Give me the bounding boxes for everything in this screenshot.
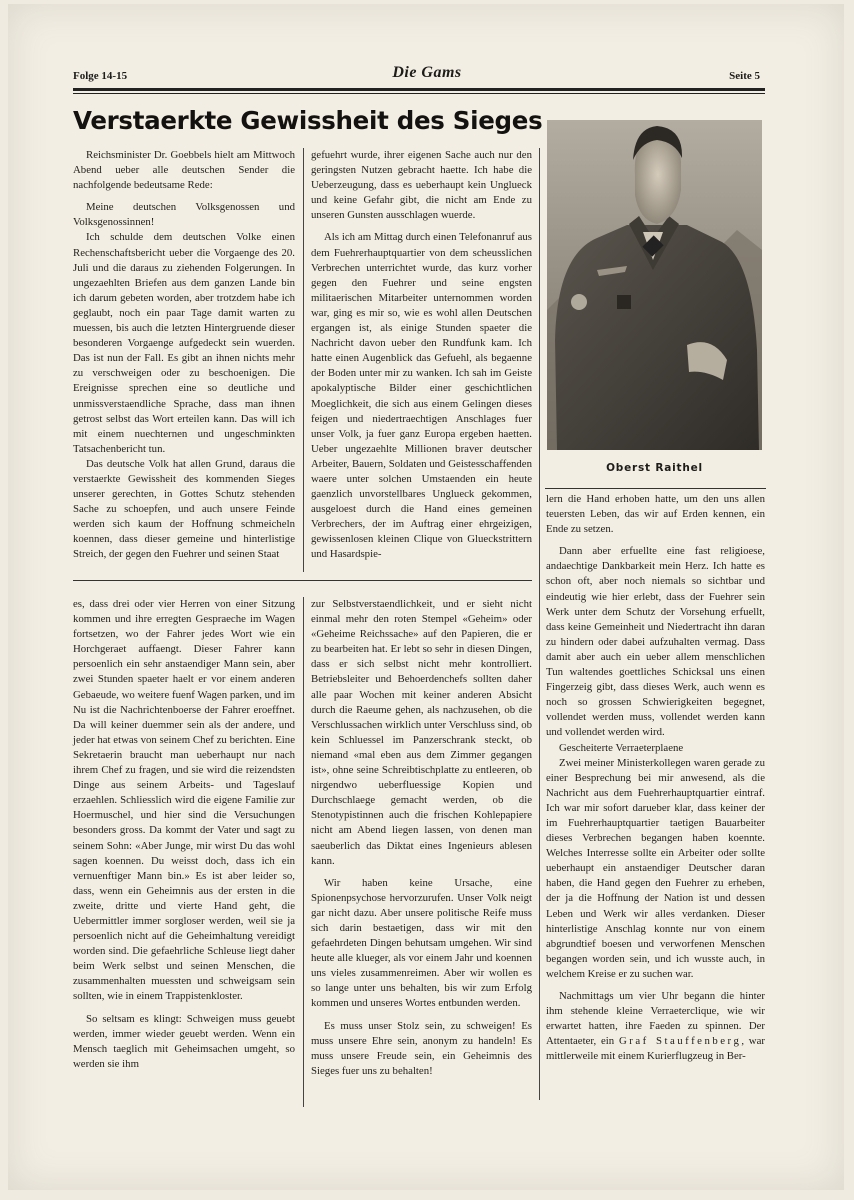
emphasized-name: Graf Stauffenberg [618,1035,742,1048]
paragraph: es, dass drei oder vier Herren von einer Sitzung kommen und ihre erregten Gespraeche im Wagen fortsetzen, wo der Fahrer jedes Wort wie ein Horchgeraet auffaengt. Dieser Fahrer kann persoenlich ein sehr anstaendiger Mann sein, aber zwei Stunden spaeter haelt er vor einem anderen Gebaeude, wo weitere fuenf Wagen parken, und im Nu ist die Nachrichtenboerse der Fahrer eroeffnet. Da will keiner duemmer sein als der andere, und jeder hat etwas von seinem Chef zu berichten. Eine Sekretaerin braucht man ueberhaupt nur nach ihrem Chef zu fragen, und sie wird die reizendsten Dinge aus seinem Arbeits- und Tageslauf erzaehlen. Schliesslich wird die eigene Familie zur Hoermuschel, und hier sind die Versuchungen besonders gross. Da kommt der Vater und sagt zu seinem Sohn: «Aber Junge, mir wirst Du das wohl sagen koennen. Du weisst doch, dass ich ein vernuenftiger Mann bin.» Es ist aber leider so, dass, wenn ein Geheimnis aus der ersten in die zweite, dritte und vierte Hand geht, die Uebermittler immer sorgloser werden, weil sie ja persoenlich nicht auf die Geheimhaltung vereidigt worden sind. Die gefaehrliche Schleuse liegt daher beim Werk selbst und seinen Menschen, die zusammenhalten muessten und schweigsam sein sollten, wie in einem Trappistenkloster. [73,598,295,1003]
upper-column-2 [311,148,532,563]
section-divider [73,580,532,581]
paragraph-text: Nachmittags um vier Uhr begann die hinter ihm stehende kleine Verraeterclique, wie wir erwartet hatten, ihre Faeden zu spinnen. Der Attentaeter, ein [546,990,765,1048]
paragraph-text: , war mittlerweile mit einem Kurierflugzeug in Ber- [546,1035,765,1063]
masthead-title: Die Gams [392,64,462,81]
column-divider [539,148,540,1100]
column-divider [303,597,304,1107]
paragraph: Es muss unser Stolz sein, zu schweigen! Es muss unsere Ehre sein, anonym zu handeln! Es muss unsere Freude sein, ein Geheimnis des Sieges fuer uns zu behalten! [311,1019,532,1077]
right-column [546,492,765,1064]
paragraph: Ich schulde dem deutschen Volke einen Rechenschaftsbericht ueber die Vorgaenge des 20. Juli und die daraus zu ziehenden Folgerungen. In ungezaehlten Briefen aus dem ganzen Lande bin ich darum gebeten worden, aber trotzdem habe ich geglaubt, noch ein paar Tage damit warten zu muessen, bis auch die letzten Hintergruende dieser besonderen Vorgaenge aufgedeckt sein wuerden. Das ist nun der Fall. Es gibt an ihnen nichts mehr zu verschweigen oder zu beschoenigen. Die Ereignisse sprechen eine so deutliche und unmissverstaendliche Sprache, dass man ihnen getrost selbst das Wort erteilen kann. Das will ich mit einem nuechternen und ungeschminkten Tatsachenbericht tun. [73,231,295,455]
column-divider [303,148,304,572]
lower-column-2 [311,597,532,1079]
portrait-photo-image [547,120,762,450]
paragraph: Als ich am Mittag durch einen Telefonanruf aus dem Fuehrerhauptquartier von dem scheusslichen Verbrechen unterrichtet wurde, das kurz vorher gegen den Fuehrer und seine engsten militaerischen Mitarbeiter unternommen worden war, ging es mir so, wie es wohl allen Deutschen ergangen ist, als einige Stunden spaeter die Nachricht davon ueber den Rundfunk kam. Ich hatte einen Augenblick das Gefuehl, als begaenne der Boden unter mir zu wanken. Ich sah im Geiste apokalyptische Bilder einer geschichtlichen Moeglichkeit, die sich aus einem Gelingen dieses feigen und niedertraechtigen Anschlages fuer unser Volk, ja fuer ganz Europa ergeben haetten. Ueber ungezaehlte Millionen braver deutscher Arbeiter, Bauern, Soldaten und Geistesschaffenden waere unter solchen Umstaenden ein heute gaenzlich unvorstellbares Unglueck gekommen, ausgeloest durch die Hand eines gemeinen Verbrechers, der im Auftrag einer ehrgeizigen, gewissenlosen kleinen Clique von Glueckstrittern und Hasardspie- [311,231,532,561]
paragraph: So seltsam es klingt: Schweigen muss geuebt werden, immer wieder geuebt werden. Wenn ein Mensch taeglich mit Geheimsachen umgeht, so werden sie ihm [73,1012,295,1070]
header-rule-thick [73,88,765,91]
paragraph: Meine deutschen Volksgenossen und Volksgenossinnen! [73,201,295,229]
upper-column-1 [73,148,295,563]
header-rule-thin [73,93,765,94]
lower-column-1 [73,597,295,1072]
paragraph: Wir haben keine Ursache, eine Spionenpsychose hervorzurufen. Unser Volk neigt gar nicht dazu. Aber unsere politische Reife muss sich darin bestaetigen, dass wir mit den gefaehrdeten Dingen behutsam umgehen. Wir sind heute alle klueger, als vor einem Jahr und koennen uns vieles zusammenreimen. Aber wir wollen es so lange unter uns behalten, bis wir zum Erfolg kommen und unseres Wortes entbunden werden. [311,876,532,1010]
photo-caption: Oberst Raithel [606,462,703,474]
caption-rule [545,488,766,489]
page-number: Seite 5 [729,70,760,82]
paragraph: Zwei meiner Ministerkollegen waren gerade zu einer Besprechung bei mir anwesend, als die Nachricht aus dem Fuehrerhauptquartier eintraf. Ich war mir sofort darueber klar, dass keiner der im Fuehrerhauptquartier taetigen Bauarbeiter dieses Verbrechen begangen haben koennte. Welches Interresse sollte ein Arbeiter oder sollte ueberhaupt ein anstaendiger Deutscher daran haben, die Hand gegen den Fuehrer zu erheben, der ja die Hoffnung der Nation ist und dessen Leben und Werk wir alles verdanken. Dieser hinterlistige Anschlag konnte nur von einem abgrundtief boesen und verworfenen Menschen begangen worden sein, und ich wusste auch, in welchem Kreise er zu suchen war. [546,756,765,980]
article-headline: Verstaerkte Gewissheit des Sieges [73,106,543,135]
paragraph: zur Selbstverstaendlichkeit, und er sieht nicht einmal mehr den roten Stempel «Geheim» oder «Geheime Reichssache» auf den Papieren, die er zu bearbeiten hat. Er lebt so sehr in diesen Dingen, dass er sich selbst nicht mehr kontrolliert. Betriebsleiter und Behoerdenchefs sollten daher alle paar Wochen mit keiner anderen Absicht durch die Raeume gehen, als nachzusehen, ob die Verschlussachen wirklich unter Verschluss sind, ob kein Schluessel im Panzerschrank steckt, ob niemand «mal eben aus dem Zimmer gegangen ist», ohne seine Schreibtischplatte zu entleeren, ob nirgendwo ueberfluessige Kopien und Durchschlaege gemacht werden, ob die Stenotypistinnen auch die frischen Kohlepapiere nicht am Abend liegen lassen, von denen man saeuberlich das Diktat eines Ingenieurs ablesen kann. [311,598,532,867]
paragraph [546,989,765,1064]
portrait-photo [547,120,762,450]
paragraph: Das deutsche Volk hat allen Grund, daraus die verstaerkte Gewissheit des kommenden Sieges unserer gerechten, in Gottes Schutz stehenden Sache zu schoepfen, und auch unsere Feinde werden sich kaum der Hoffnung schmeicheln koennen, dass dieser gemeine und hinterlistige Streich, der gegen den Fuehrer und seinen Staat [73,457,295,561]
paragraph: Dann aber erfuellte eine fast religioese, andaechtige Dankbarkeit mein Herz. Ich hatte es schon oft, aber noch niemals so sichtbar und eindeutig wie hier erlebt, dass der Fuehrer sein Werk unter dem Schutz der Vorsehung erfuellt, dass keine Gemeinheit und Niedertracht ihn daran zu hindern oder dabei aufzuhalten vermag. Dass damit aber auch ein ueber allem menschlichen Tun waltendes goettliches Schicksal uns einen Fingerzeig gibt, dass dieses Werk, auch wenn es noch so grossen Schwierigkeiten begegnet, vollendet werden muss, vollendet werden kann und vollendet werden wird. [546,545,765,739]
paragraph: gefuehrt wurde, ihrer eigenen Sache auch nur den geringsten Nutzen gebracht haette. Ich habe die Ueberzeugung, dass es ueberhaupt kein Unglueck und keine Gefahr gibt, die nicht am Ende zu unseren Gunsten ausschlagen wuerde. [311,149,532,222]
paragraph: lern die Hand erhoben hatte, um den uns allen teuersten Leben, das wir auf Erden kennen, ein Ende zu setzen. [546,493,765,536]
section-subheading: Gescheiterte Verraeterplaene [559,741,684,754]
issue-number: Folge 14-15 [73,70,128,82]
paragraph: Reichsminister Dr. Goebbels hielt am Mittwoch Abend ueber alle deutschen Sender die nachfolgende bedeutsame Rede: [73,149,295,192]
